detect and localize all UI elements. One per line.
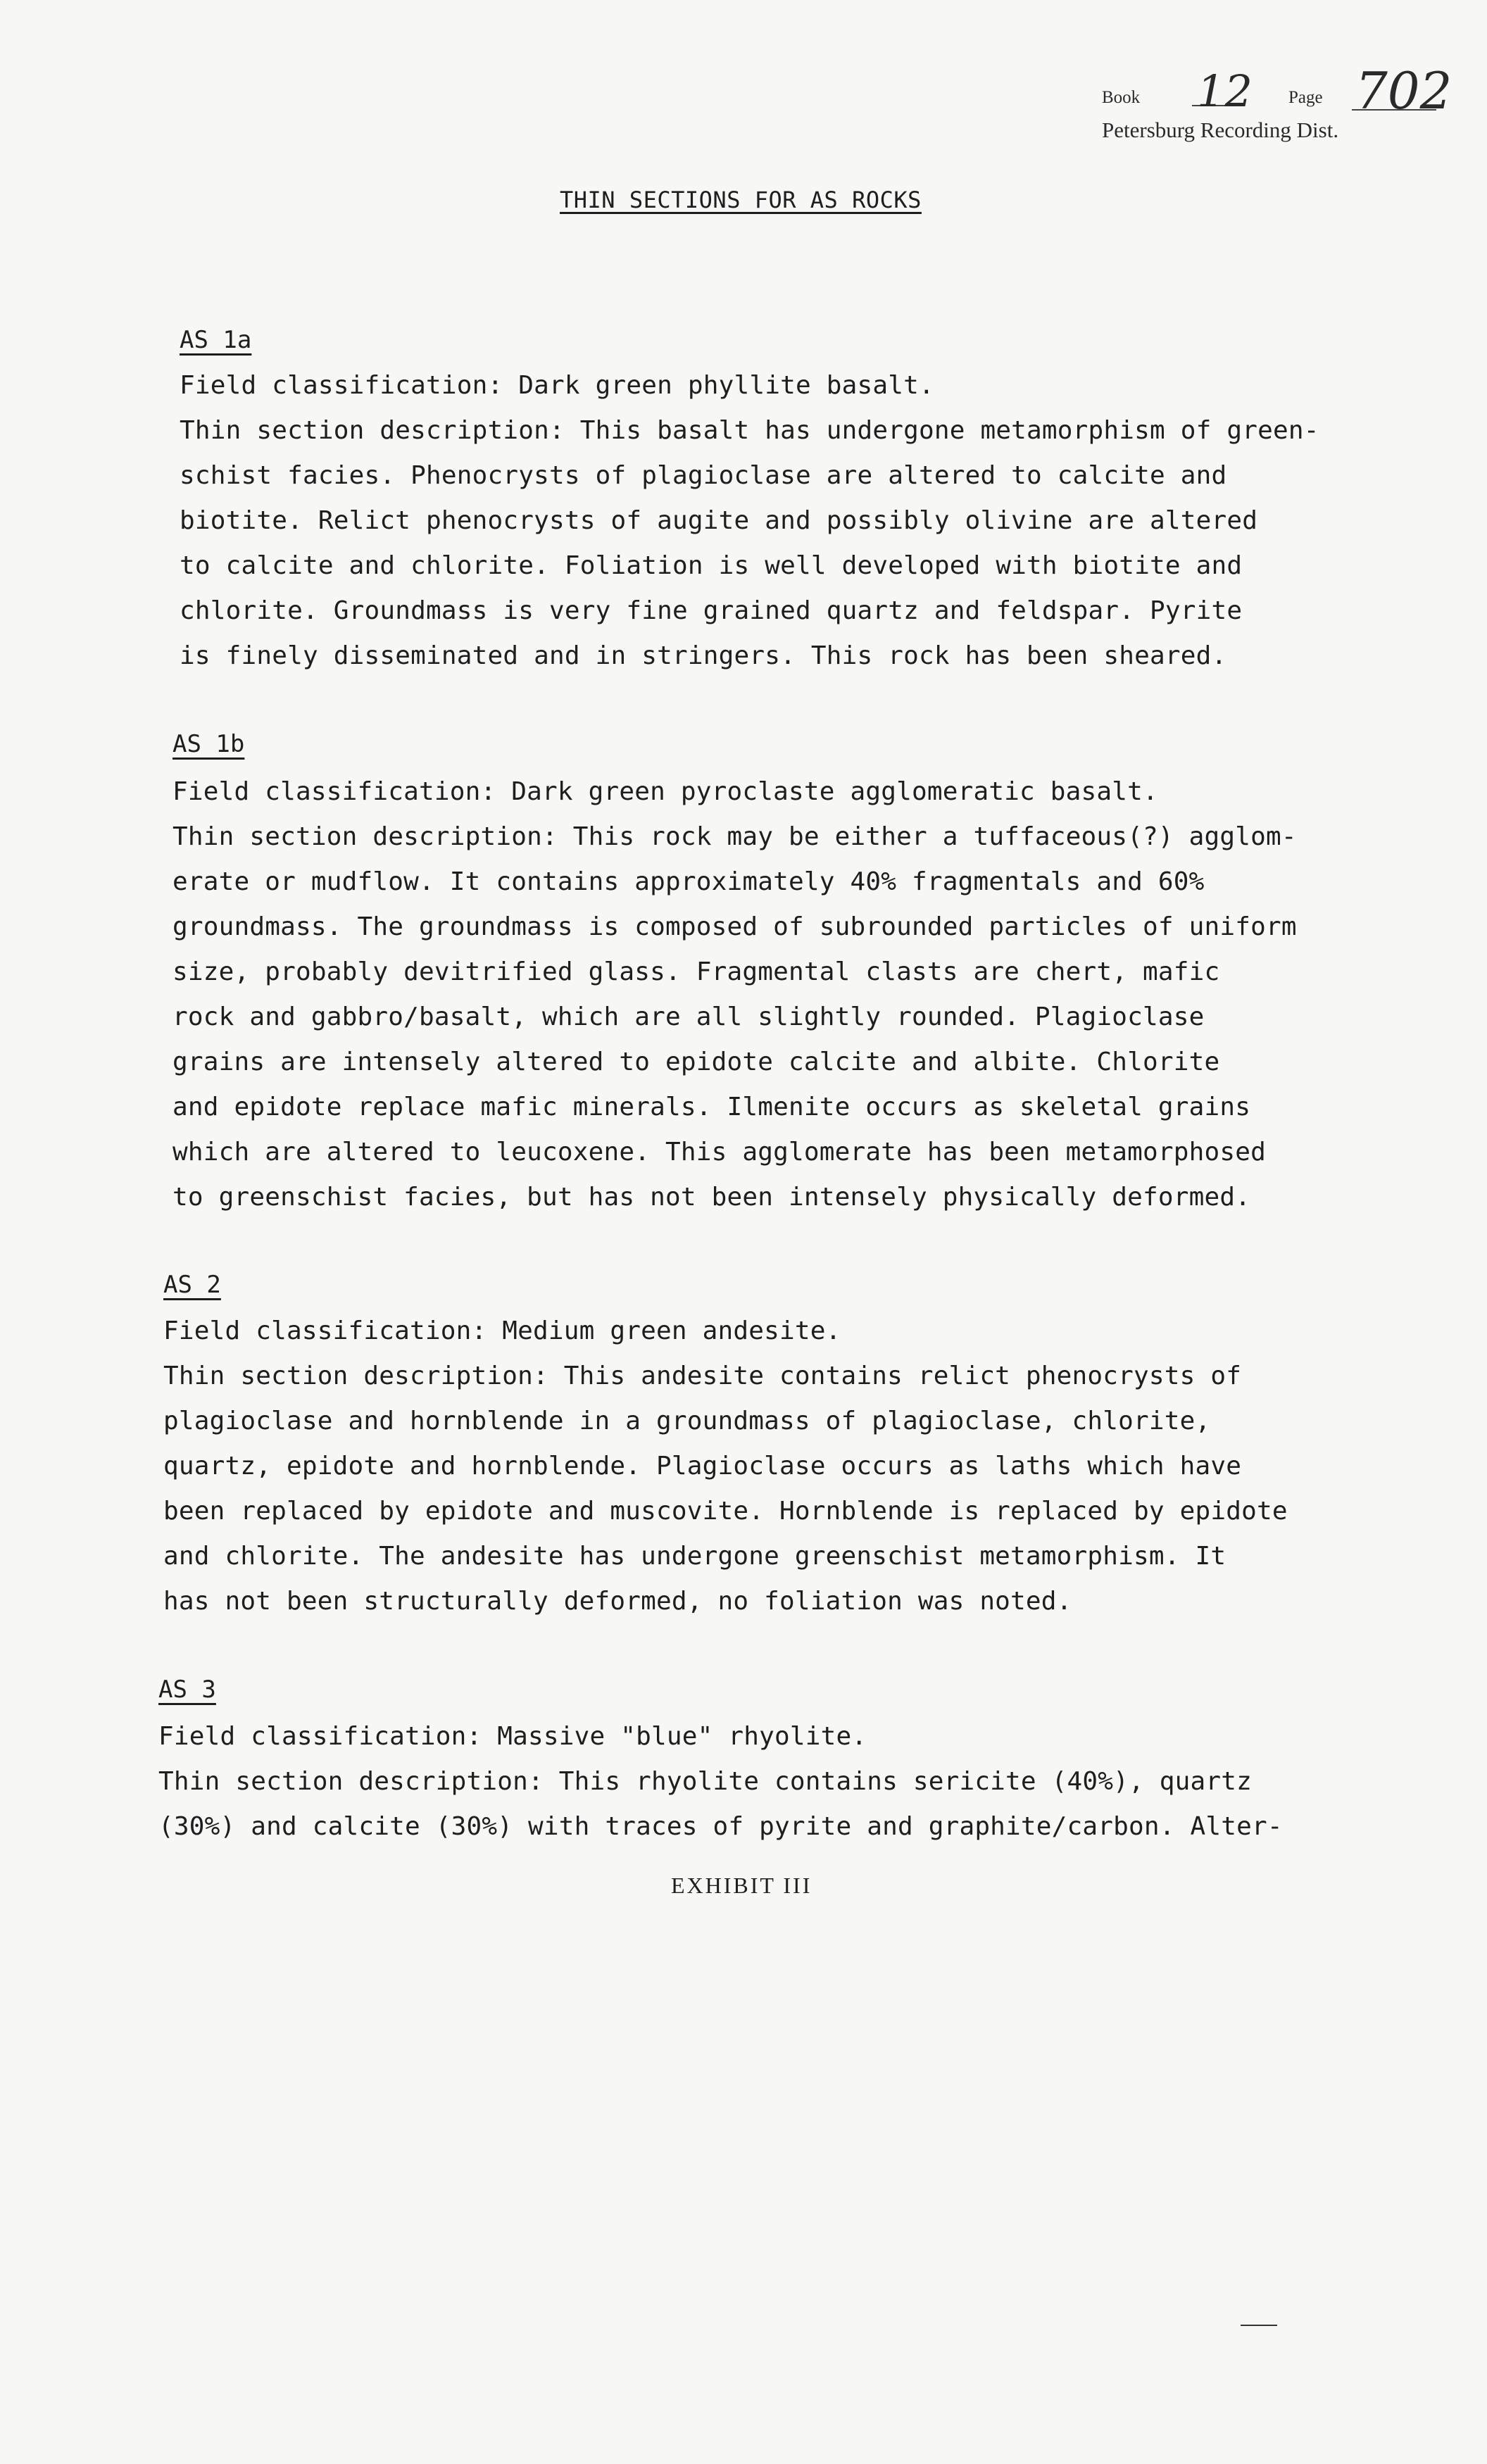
book-number: 12: [1197, 65, 1253, 117]
text-line: erate or mudflow. It contains approximately 40% fragmentals and 60%: [172, 867, 1205, 896]
text-line: is finely disseminated and in stringers. This rock has been sheared.: [180, 641, 1227, 670]
text-line: Thin section description: This basalt has undergone metamorphism of green-: [180, 416, 1319, 445]
text-line: Thin section description: This rhyolite contains sericite (40%), quartz: [158, 1767, 1253, 1796]
text-line: Field classification: Dark green phyllite basalt.: [180, 371, 934, 400]
text-line: Thin section description: This rock may be either a tuffaceous(?) agglom-: [172, 822, 1297, 851]
text-line: quartz, epidote and hornblende. Plagioclase occurs as laths which have: [163, 1452, 1242, 1481]
section-heading: AS 3: [158, 1676, 216, 1704]
text-line: which are altered to leucoxene. This agglomerate has been metamorphosed: [172, 1138, 1267, 1167]
recording-stamp: [1102, 61, 1453, 151]
section-heading: AS 1a: [180, 326, 252, 354]
text-line: plagioclase and hornblende in a groundmass of plagioclase, chlorite,: [163, 1407, 1211, 1435]
text-line: Field classification: Dark green pyroclaste agglomeratic basalt.: [172, 777, 1158, 806]
text-line: and epidote replace mafic minerals. Ilmenite occurs as skeletal grains: [172, 1093, 1251, 1121]
page-mark: [1241, 2325, 1277, 2326]
text-line: size, probably devitrified glass. Fragmental clasts are chert, mafic: [172, 957, 1220, 986]
text-line: Field classification: Massive "blue" rhyolite.: [158, 1722, 867, 1751]
text-line: has not been structurally deformed, no foliation was noted.: [163, 1587, 1072, 1616]
text-line: Thin section description: This andesite contains relict phenocrysts of: [163, 1362, 1242, 1390]
text-line: Field classification: Medium green andesite.: [163, 1316, 841, 1345]
text-line: schist facies. Phenocrysts of plagioclase are altered to calcite and: [180, 461, 1227, 490]
book-label: Book: [1102, 88, 1141, 107]
document-title: THIN SECTIONS FOR AS ROCKS: [560, 187, 922, 213]
text-line: to greenschist facies, but has not been intensely physically deformed.: [172, 1183, 1251, 1212]
section-heading: AS 2: [163, 1271, 221, 1299]
page-label: Page: [1288, 88, 1323, 107]
text-line: been replaced by epidote and muscovite. Hornblende is replaced by epidote: [163, 1497, 1288, 1526]
text-line: to calcite and chlorite. Foliation is well developed with biotite and: [180, 551, 1243, 580]
recording-district: Petersburg Recording Dist.: [1102, 118, 1339, 142]
text-line: chlorite. Groundmass is very fine grained quartz and feldspar. Pyrite: [180, 596, 1243, 625]
text-line: biotite. Relict phenocrysts of augite and possibly olivine are altered: [180, 506, 1258, 535]
text-line: (30%) and calcite (30%) with traces of pyrite and graphite/carbon. Alter-: [158, 1812, 1283, 1841]
text-line: grains are intensely altered to epidote calcite and albite. Chlorite: [172, 1048, 1220, 1076]
text-line: groundmass. The groundmass is composed of subrounded particles of uniform: [172, 912, 1297, 941]
page-number: 702: [1355, 61, 1453, 120]
section-heading: AS 1b: [172, 730, 245, 758]
text-line: rock and gabbro/basalt, which are all slightly rounded. Plagioclase: [172, 1002, 1205, 1031]
exhibit-label: EXHIBIT III: [671, 1873, 812, 1898]
text-line: and chlorite. The andesite has undergone greenschist metamorphism. It: [163, 1542, 1226, 1571]
